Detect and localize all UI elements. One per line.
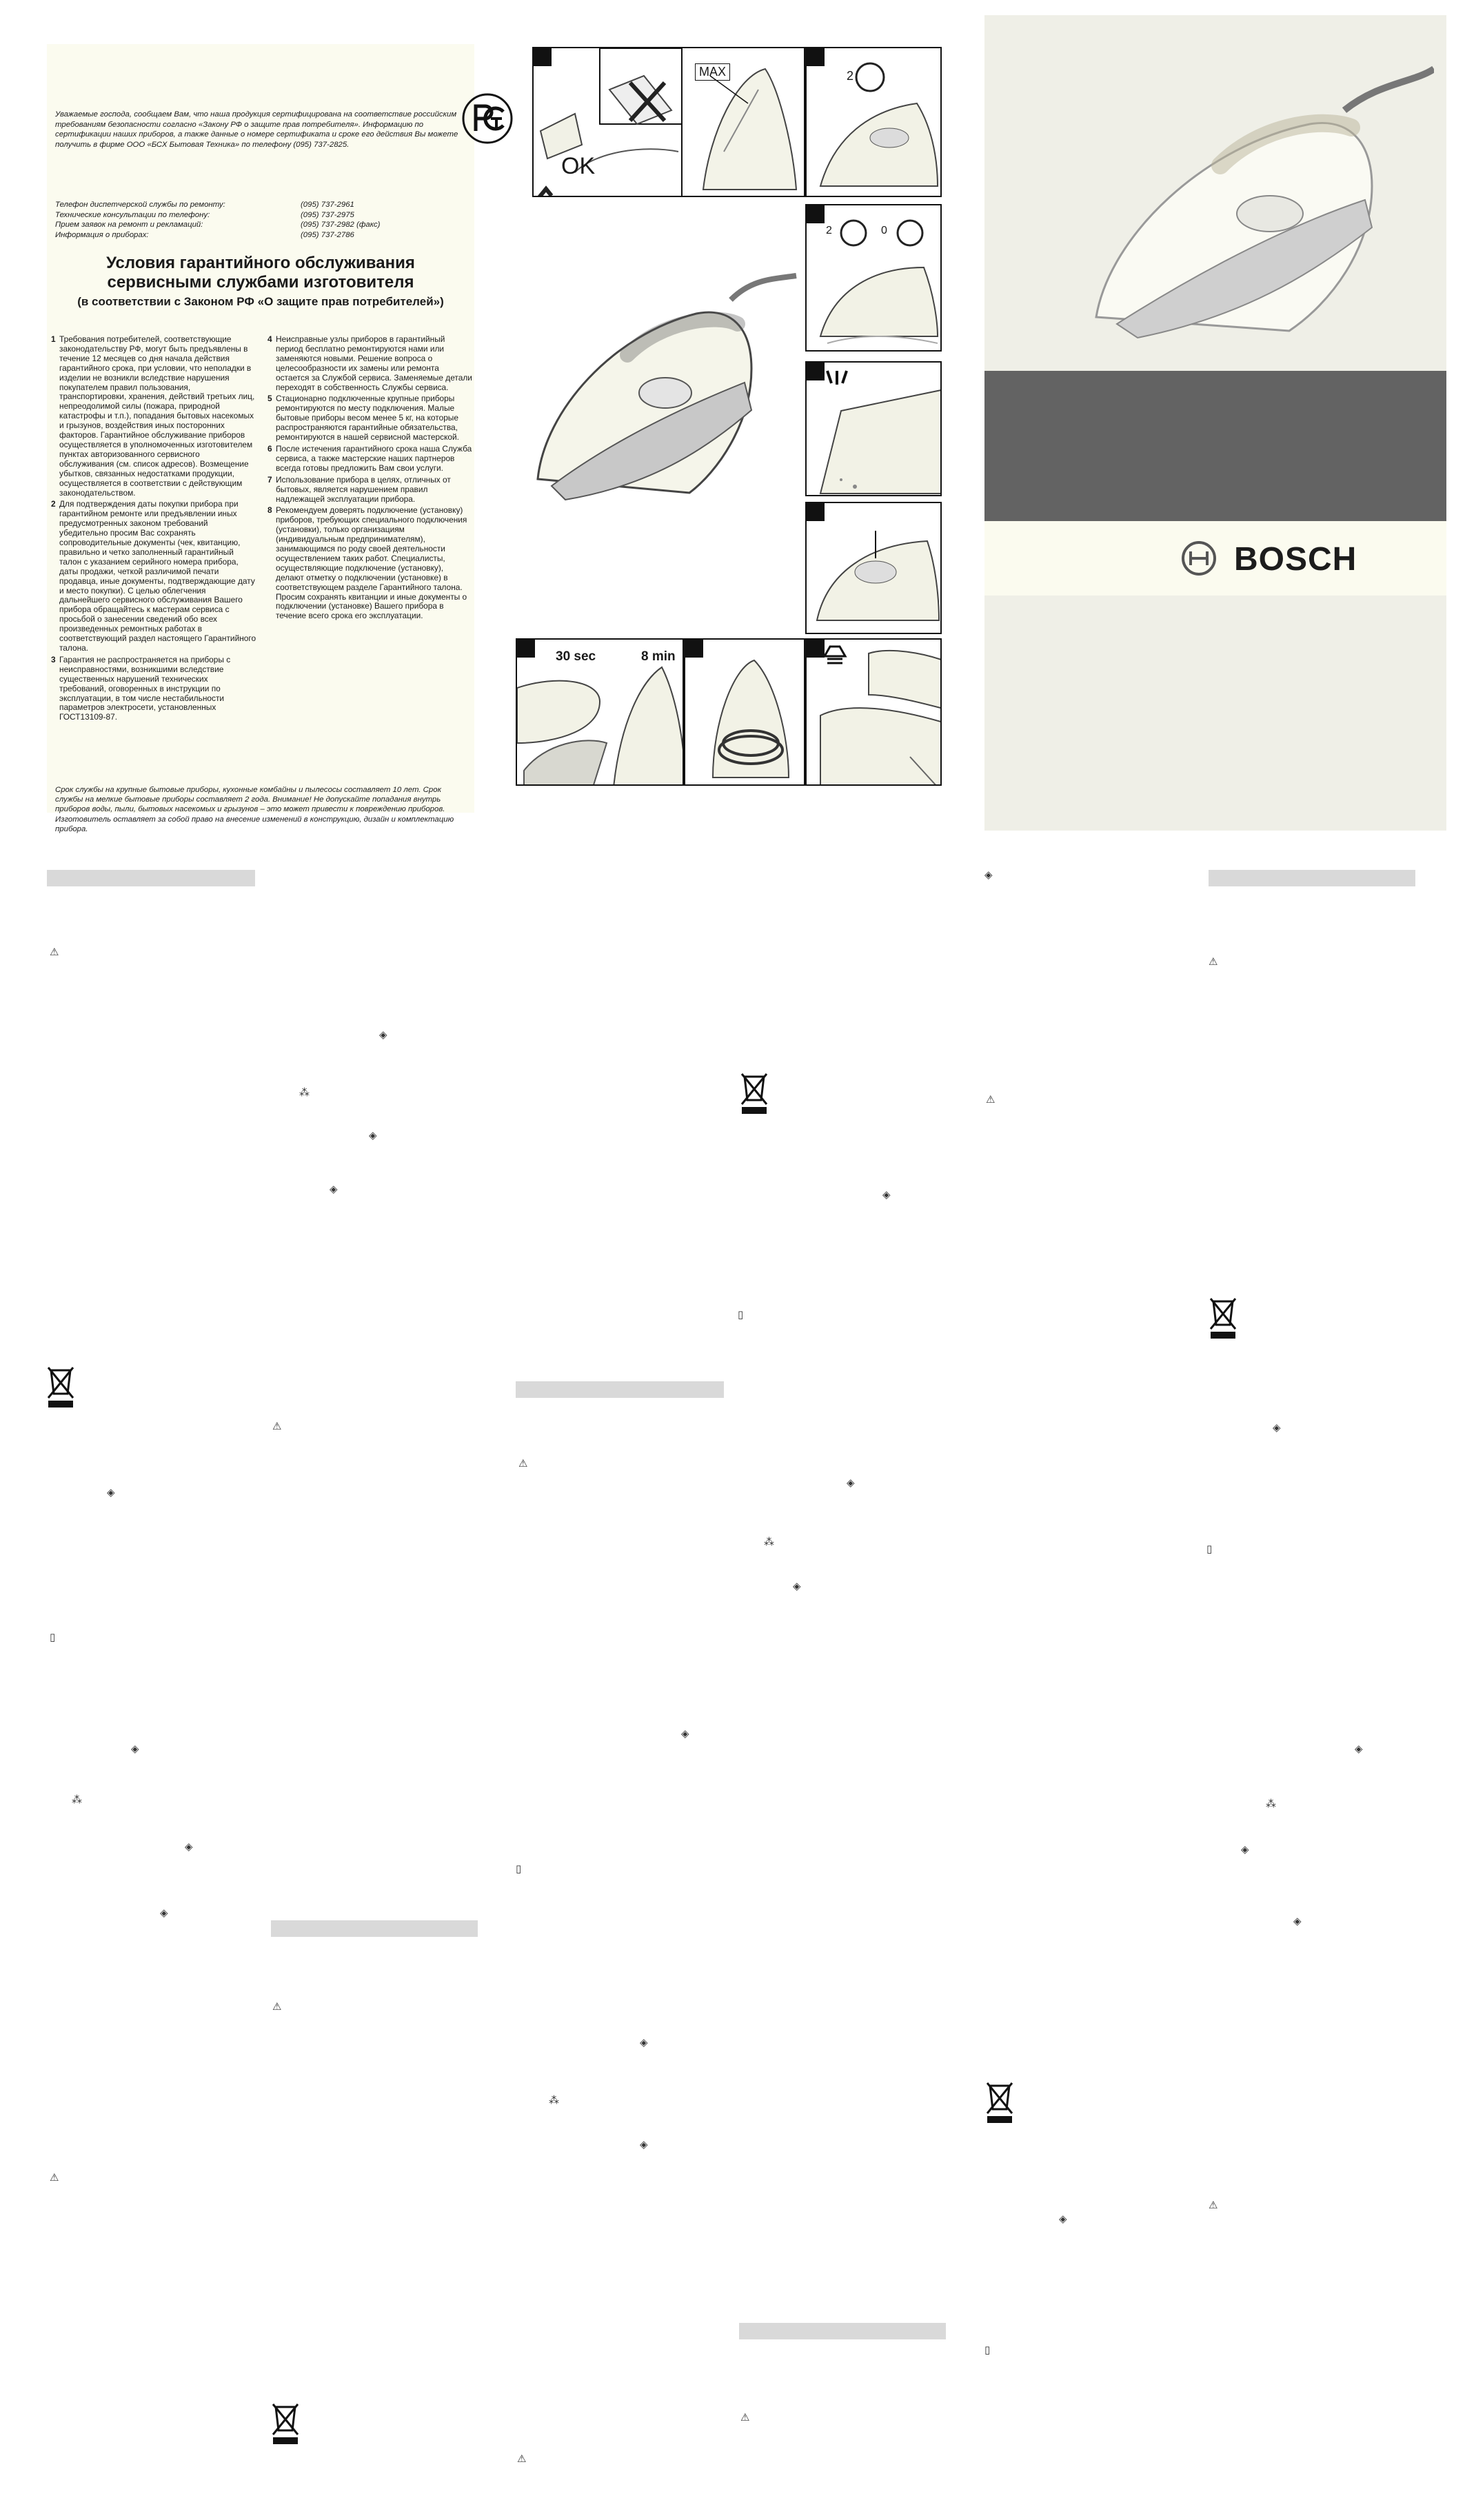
cleaning-panel	[805, 638, 942, 786]
warranty-subtitle: (в соответствии с Законом РФ «О защите прав потребителей»)	[77, 295, 444, 308]
warning-icon: ⚠	[272, 1421, 282, 1432]
spray-illustration	[807, 363, 942, 496]
weee-disposal-icon	[984, 2079, 1015, 2124]
warning-icon: ⚠	[518, 1458, 528, 1470]
fill-water-panel	[532, 47, 683, 197]
iron-illustration	[524, 272, 800, 520]
dial-low-label: 2	[826, 225, 832, 236]
steam-icon: ◈	[793, 1581, 801, 1592]
warranty-clause: 3 Гарантия не распространяется на приборы с неисправностями, возникшими вследствие существенных нарушений технических требований, оговоренных в инструкции по эксплуатации, в том числе нестабильности параметров электросети, установленных ГОСТ13109-87.	[51, 654, 231, 722]
warning-icon: ⚠	[517, 2453, 527, 2465]
cord-storage-illustration	[685, 640, 805, 786]
weee-disposal-icon	[270, 2400, 301, 2446]
weee-disposal-icon	[739, 1070, 769, 1115]
info-icon: ▯	[516, 1863, 522, 1875]
section-heading-bar	[1209, 870, 1415, 886]
spray-nozzle-icon: ⁂	[549, 2095, 559, 2106]
warning-icon: ⚠	[272, 2001, 282, 2013]
certification-notice: Уважаемые господа, сообщаем Вам, что наша продукция сертифицирована на соответствие российским требованиям безопасности согласно «Закону РФ о защите прав потребителя». Информацию по сертификации наших приборов, а также данные о номере сертификата и сроке его действия Вы можете получить в фирме ООО «БСХ Бытовая Техника» по телефону (095) 737-2825.	[55, 110, 458, 149]
steam-icon: ◈	[847, 1477, 855, 1489]
dial-min-label: 2	[847, 69, 854, 83]
warning-icon: ⚠	[986, 1094, 996, 1106]
spray-nozzle-icon: ⁂	[764, 1536, 774, 1548]
section-heading-bar	[739, 2323, 946, 2339]
steam-icon: ◈	[160, 1907, 168, 1919]
service-life-footnote: Срок службы на крупные бытовые приборы, кухонные комбайны и пылесосы составляет 10 лет. Срок службы на мелкие бытовые приборы составляет 2 года. Внимание! Не допускайте попадания внутрь приборов воды, пыли, бытовых насекомых и грызунов – это может привести к повреждению приборов. Изготовитель оставляет за собой право на внесение изменений в конструкцию, дизайн и комплектацию прибора.	[55, 786, 454, 833]
warranty-clause: 1 Требования потребителей, соответствующие законодательству РФ, могут быть предъявлены в течение 12 месяцев со дня начала действия гарантийного срока, при условии, что неполадки в изделии не возникли вследствие нарушения покупателем правил пользования, транспортировки, хранения, действий третьих лиц, непреодолимой силы (пожара, природной катастрофы и т.п.), попадания бытовых насекомых и грызунов, воздействия иных посторонних факторов. Гарантийное обслуживание приборов осуществляется в уполномоченных изготовителем пунктах авторизованного сервисного обслуживания (см. список адресов). Возмещение убытков, связанных недостатками продукции, осуществляется в соответствии с действующим законодательством.	[51, 334, 255, 498]
time-8-label: 8 min	[641, 649, 676, 664]
contact-row: Телефон диспетчерской службы по ремонту: (095) 737-2961	[55, 201, 354, 209]
steam-icon: ◈	[1293, 1916, 1302, 1927]
brand-logo: BOSCH	[1234, 541, 1357, 578]
steam-icon: ◈	[131, 1743, 139, 1755]
warranty-page	[47, 44, 474, 833]
steam-icon: ◈	[369, 1130, 377, 1141]
section-heading-bar	[516, 1381, 724, 1398]
spray-nozzle-icon: ⁂	[1266, 1798, 1276, 1810]
steam-icon: ◈	[640, 2139, 648, 2151]
warning-icon: ⚠	[1209, 956, 1218, 968]
warranty-clause: 6 После истечения гарантийного срока наша Служба сервиса, а также мастерские наших партнеров всегда готовы предложить Вам свои услуги.	[267, 443, 472, 473]
warning-icon: ⚠	[50, 2172, 59, 2184]
warranty-clause: 8 Рекомендуем доверять подключение (установку) приборов, требующих специального подключения (установки), только организациям (индивидуальным предпринимателям), занимающимся по роду своей деятельности осуществлением таких работ. Специалисты, осуществляющие подключение (установку), делают отметку о подключении (установке) в соответствующем разделе Гарантийного талона. Просим сохранять квитанции и иные документы о подключении (установке) Вашего прибора в течение всего срока его эксплуатации.	[267, 505, 467, 621]
warranty-clause: 5 Стационарно подключенные крупные приборы ремонтируются по месту подключения. Малые бытовые приборы весом менее 5 кг, на которые распространяются гарантийные обязательства, ремонтируются в нашей сервисной мастерской.	[267, 394, 459, 443]
clauses-column-left	[51, 335, 256, 724]
steam-icon: ◈	[379, 1029, 387, 1041]
max-label: MAX	[695, 63, 730, 81]
weee-disposal-icon	[1208, 1294, 1238, 1340]
warning-icon: ⚠	[1209, 2199, 1218, 2211]
temperature-panel	[805, 204, 942, 352]
dial-zero-label: 0	[881, 225, 887, 236]
steam-icon: ◈	[984, 869, 993, 881]
contact-row: Информация о приборах: (095) 737-2786	[55, 230, 354, 239]
warning-icon: ⚠	[740, 2412, 750, 2424]
steam-icon: ◈	[107, 1487, 115, 1498]
steam-icon: ◈	[1059, 2213, 1067, 2225]
section-heading-bar	[271, 1920, 478, 1937]
steam-shot-panel	[805, 502, 942, 634]
warranty-title: Условия гарантийного обслуживания сервисными службами изготовителя	[106, 254, 415, 292]
cleaning-illustration	[807, 640, 942, 786]
clauses-column-right	[267, 335, 473, 623]
contact-row: Технические консультации по телефону: (095) 737-2975	[55, 210, 354, 219]
fill-illustration	[534, 48, 683, 197]
spray-nozzle-icon: ⁂	[299, 1087, 310, 1099]
contact-row: Прием заявок на ремонт и рекламаций: (095) 737-2982 (факс)	[55, 221, 381, 230]
info-icon: ▯	[1206, 1543, 1213, 1555]
info-icon: ▯	[984, 2344, 991, 2356]
cord-storage-panel	[684, 638, 805, 786]
steam-icon: ◈	[1355, 1743, 1363, 1755]
steam-icon: ◈	[330, 1183, 338, 1195]
steam-setting-panel	[805, 47, 942, 197]
cover-title-band	[984, 371, 1446, 521]
steam-icon: ◈	[640, 2037, 648, 2049]
info-icon: ▯	[738, 1309, 744, 1321]
warning-icon: ⚠	[50, 946, 59, 958]
warranty-clause: 4 Неисправные узлы приборов в гарантийный период бесплатно ремонтируются нами или заменяются новыми. Решение вопроса о целесообразности их замены или ремонта остается за Службой сервиса. Заменяемые детали переходят в собственность Службы сервиса.	[267, 334, 472, 392]
steam-icon: ◈	[882, 1189, 891, 1201]
service-contacts	[55, 200, 469, 240]
steam-shot-illustration	[807, 503, 942, 634]
time-30-label: 30 sec	[556, 649, 596, 664]
heating-time-panel	[516, 638, 684, 786]
spray-panel	[805, 361, 942, 496]
warranty-clause: 7 Использование прибора в целях, отличных от бытовых, является нарушением правил надлежащей эксплуатации прибора.	[267, 474, 451, 504]
ok-label: OK	[561, 153, 596, 179]
warranty-clause: 2 Для подтверждения даты покупки прибора при гарантийном ремонте или предъявлении иных предусмотренных законом требований убедительно просим Вас сохранять сопроводительные документы (чек, квитанцию, правильно и четко заполненный гарантийный талон с указанием серийного номера прибора, даты продажи, четкой различимой печати продавца, иные документы, подтверждающие дату и место покупки). С целью облегчения дальнейшего сервисного обслуживания Вашего прибора обращайтесь к мастерам сервиса с просьбой о занесении сведений обо всех произведенных ремонтных работах в соответствующий раздел настоящего Гарантийного талона.	[51, 499, 256, 653]
weee-disposal-icon	[46, 1363, 76, 1409]
info-icon: ▯	[50, 1632, 56, 1643]
spray-nozzle-icon: ⁂	[72, 1794, 82, 1806]
steam-icon: ◈	[1241, 1844, 1249, 1856]
steam-icon: ◈	[185, 1841, 193, 1853]
steam-dial-illustration	[807, 48, 942, 197]
bosch-armature-icon	[1181, 540, 1217, 576]
steam-icon: ◈	[1273, 1422, 1281, 1434]
cover-iron-image	[1089, 55, 1434, 352]
steam-icon: ◈	[681, 1728, 689, 1740]
section-heading-bar	[47, 870, 255, 886]
max-level-panel	[681, 47, 805, 197]
